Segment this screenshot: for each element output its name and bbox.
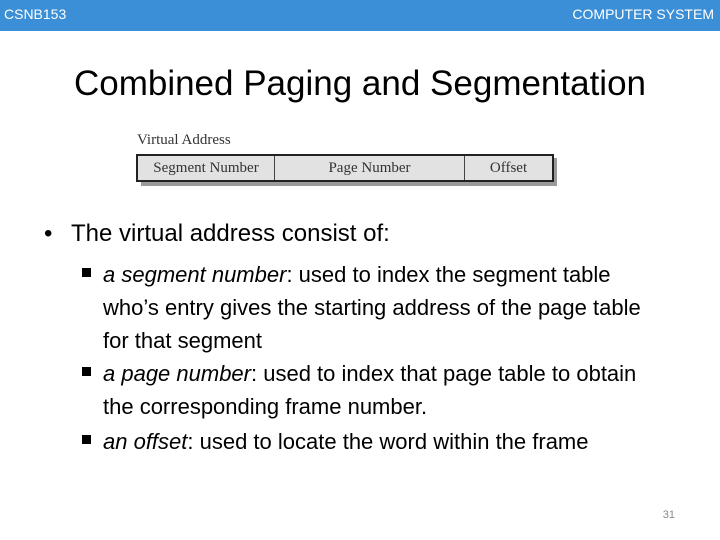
square-bullet-icon bbox=[82, 435, 91, 444]
sub-bullet-page-number bbox=[82, 357, 682, 423]
term-segment-number: a segment number bbox=[103, 262, 287, 287]
header-bar bbox=[0, 0, 720, 31]
sub-bullet-text bbox=[103, 357, 663, 423]
main-bullet-text: The virtual address consist of: bbox=[71, 220, 390, 247]
desc-segment-number: : used to index the segment table who’s entry gives the starting address of the page table for that segment bbox=[103, 262, 641, 353]
sub-bullet-text bbox=[103, 425, 663, 458]
square-bullet-icon bbox=[82, 268, 91, 277]
sub-bullet-segment-number bbox=[82, 258, 682, 357]
virtual-address-diagram bbox=[136, 154, 554, 182]
page-number-field: Page Number bbox=[275, 156, 465, 180]
sub-bullet-text bbox=[103, 258, 663, 357]
slide-title: Combined Paging and Segmentation bbox=[73, 64, 647, 103]
segment-number-field: Segment Number bbox=[138, 156, 275, 180]
offset-field: Offset bbox=[489, 160, 528, 176]
subject-title: COMPUTER SYSTEM bbox=[572, 6, 714, 22]
course-code: CSNB153 bbox=[4, 6, 67, 22]
virtual-address-label: Virtual Address bbox=[137, 132, 231, 148]
page-number: 31 bbox=[662, 509, 675, 521]
square-bullet-icon bbox=[82, 367, 91, 376]
term-offset: an offset bbox=[103, 429, 188, 454]
desc-offset: : used to locate the word within the frame bbox=[187, 429, 589, 454]
term-page-number: a page number bbox=[103, 361, 251, 386]
bullet-dot-icon: • bbox=[44, 220, 53, 247]
sub-bullet-offset bbox=[82, 425, 682, 458]
desc-page-number: : used to index that page table to obtain the corresponding frame number. bbox=[103, 361, 637, 419]
